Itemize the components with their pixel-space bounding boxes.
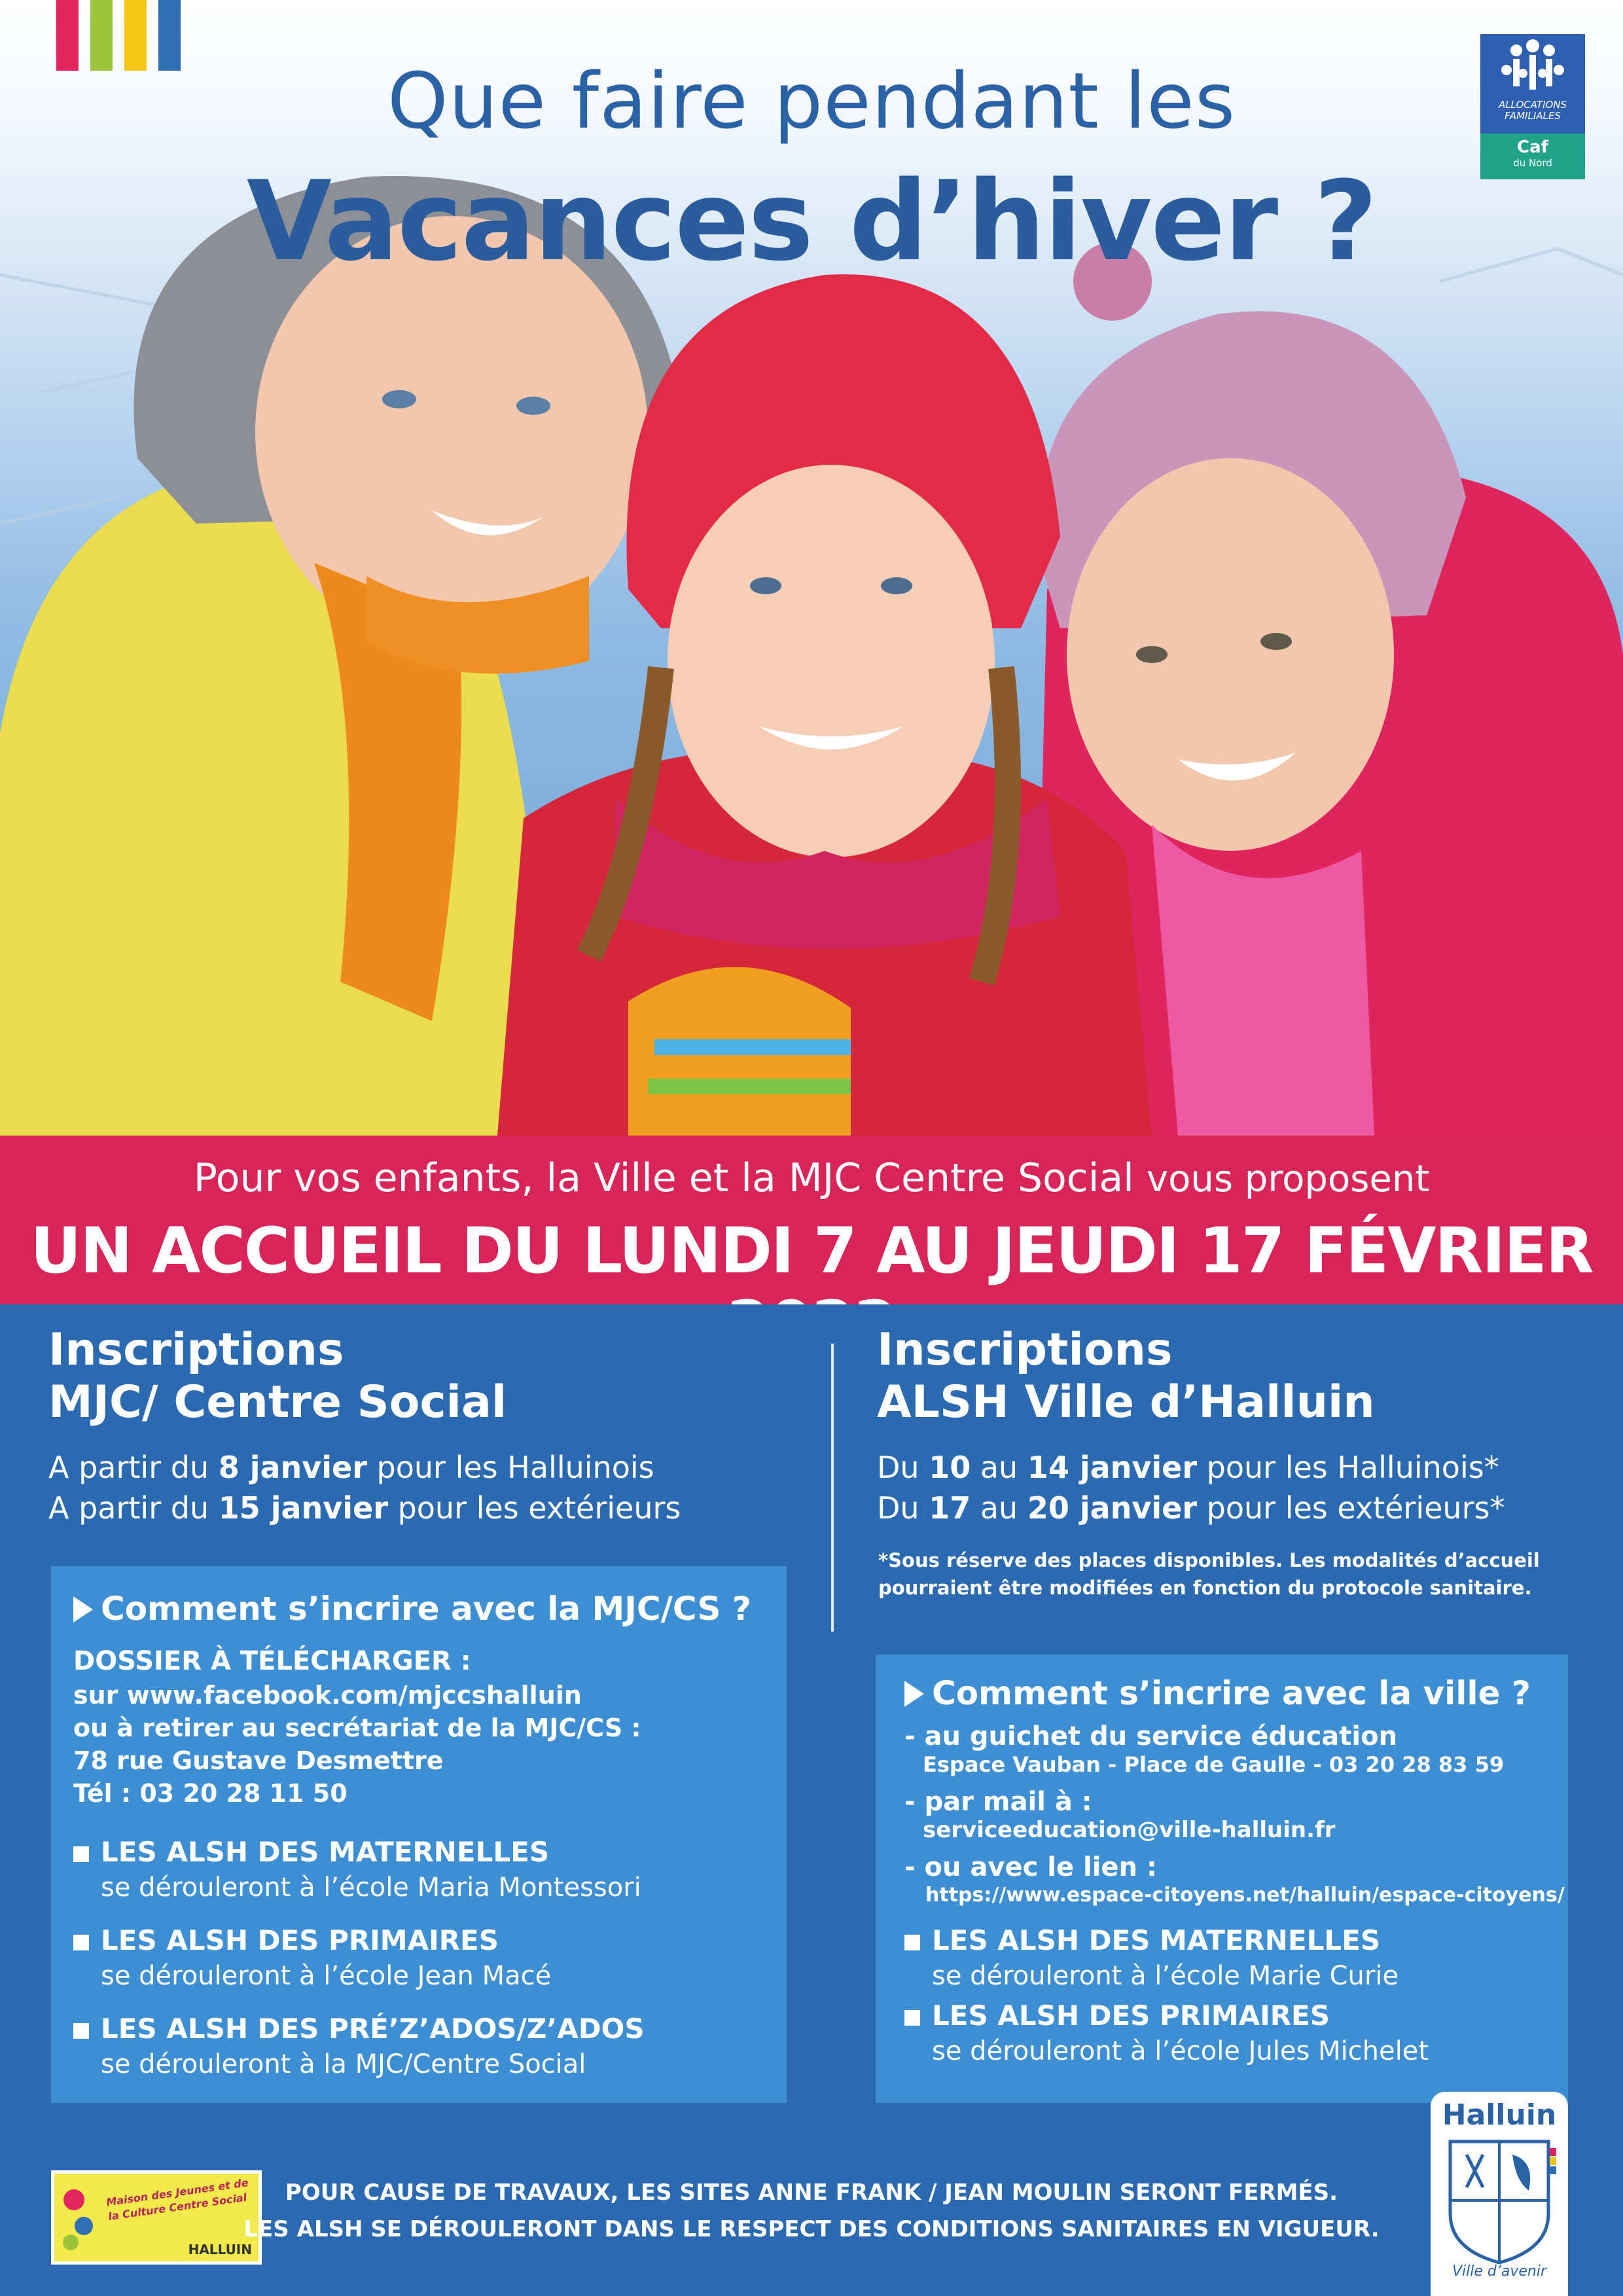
band-intro-end: vous proposent — [1146, 1158, 1430, 1200]
caf-label-line1: ALLOCATIONS — [1498, 99, 1567, 111]
mjc-logo-text: Maison des Jeunes et de la Culture Centre Social — [105, 2176, 249, 2223]
note-line-1: *Sous réserve des places disponibles. Les modalités d’accueil — [878, 1549, 1540, 1571]
bullet-square-icon — [904, 1935, 920, 1950]
right-dates — [877, 1447, 1505, 1528]
text: pour les Halluinois — [366, 1450, 654, 1485]
mjc-logo-city: HALLUIN — [188, 2242, 252, 2257]
caf-logo — [1480, 34, 1585, 179]
halluin-logo — [1431, 2092, 1568, 2296]
mjc-box-title-text: Comment s’incrire avec la MJC/CS ? — [101, 1590, 751, 1628]
mjc-secretariat: ou à retirer au secrétariat de la MJC/CS : — [73, 1713, 641, 1742]
caf-label — [1480, 99, 1585, 122]
date: 15 janvier — [218, 1490, 388, 1526]
bullet-square-icon — [73, 1846, 89, 1862]
item-heading — [73, 1835, 641, 1870]
left-dates — [48, 1447, 681, 1528]
item-heading — [73, 1923, 551, 1958]
item-heading-text: LES ALSH DES PRIMAIRES — [932, 2000, 1330, 2032]
mjc-address: 78 rue Gustave Desmettre — [73, 1746, 444, 1775]
item-detail: se dérouleront à l’école Jules Michelet — [932, 2036, 1429, 2066]
info-section — [0, 1304, 1623, 2296]
date-band — [0, 1136, 1623, 1304]
mjc-box — [51, 1566, 787, 2103]
right-date-row-2 — [877, 1488, 1505, 1528]
halluin-logo-tagline: Ville d’avenir — [1452, 2263, 1546, 2280]
ville-box — [876, 1655, 1568, 2103]
mjc-item-maternelles — [73, 1835, 641, 1905]
mjc-item-ados — [73, 2011, 645, 2082]
play-arrow-icon — [73, 1596, 93, 1623]
mjc-facebook-link[interactable]: sur www.facebook.com/mjccshalluin — [73, 1681, 582, 1710]
ville-item-primaires — [904, 1998, 1429, 2069]
ville-item-maternelles — [904, 1923, 1399, 1994]
ville-address: Espace Vauban - Place de Gaulle - 03 20 28 83 59 — [923, 1752, 1505, 1777]
title-line-1: Que faire pendant les — [387, 56, 1236, 146]
left-date-row-2 — [48, 1488, 681, 1528]
date: 14 janvier — [1027, 1450, 1198, 1485]
caf-name: Caf — [1517, 137, 1548, 157]
halluin-crest-icon — [1431, 2135, 1568, 2266]
band-dates: UN ACCUEIL DU LUNDI 7 AU JEUDI 17 FÉVRIER — [30, 1214, 1593, 1287]
text: A partir du — [48, 1450, 219, 1485]
left-date-row-1 — [48, 1447, 681, 1488]
ville-box-title-text: Comment s’incrire avec la ville ? — [932, 1674, 1531, 1712]
left-title-line2: MJC/ Centre Social — [48, 1376, 507, 1428]
mjc-dossier-heading: DOSSIER À TÉLÉCHARGER : — [73, 1646, 471, 1676]
text: pour les Halluinois* — [1197, 1450, 1499, 1485]
date: 8 janvier — [218, 1450, 367, 1485]
note-line-2: pourraient être modifiées en fonction du protocole sanitaire. — [878, 1577, 1532, 1599]
footer-notice — [0, 2174, 1623, 2248]
item-heading — [904, 1923, 1399, 1958]
ville-web-link[interactable]: https://www.espace-citoyens.net/halluin/espace-citoyens/ — [925, 1884, 1565, 1907]
caf-region: du Nord — [1513, 157, 1552, 169]
mjc-phone: Tél : 03 20 28 11 50 — [73, 1779, 348, 1808]
item-detail: se dérouleront à l’école Marie Curie — [932, 1961, 1399, 1991]
item-heading-text: LES ALSH DES PRIMAIRES — [101, 1924, 499, 1956]
caf-sub-label — [1480, 134, 1585, 179]
band-intro — [0, 1155, 1623, 1201]
play-arrow-icon — [904, 1681, 924, 1707]
availability-note — [878, 1547, 1540, 1602]
item-heading — [73, 2011, 645, 2047]
ville-mail-label: - par mail à : — [904, 1787, 1092, 1817]
children-photo — [0, 0, 1623, 1136]
caf-label-line2: FAMILIALES — [1505, 110, 1561, 122]
date: 10 — [929, 1450, 971, 1485]
item-heading — [904, 1998, 1429, 2034]
left-title — [48, 1324, 507, 1429]
date: 17 — [929, 1490, 971, 1526]
bullet-square-icon — [73, 2023, 89, 2039]
band-intro-main: Pour vos enfants, la Ville et la MJC Centre Social — [193, 1155, 1134, 1201]
ville-link-label: - ou avec le lien : — [904, 1852, 1157, 1882]
item-heading-text: LES ALSH DES PRÉ’Z’ADOS/Z’ADOS — [101, 2013, 645, 2045]
item-detail: se dérouleront à l’école Maria Montessori — [101, 1873, 641, 1903]
item-detail: se dérouleront à l’école Jean Macé — [101, 1961, 552, 1991]
text: Du — [877, 1490, 929, 1526]
right-date-row-1 — [877, 1447, 1505, 1488]
mjc-item-primaires — [73, 1923, 551, 1994]
halluin-logo-name: Halluin — [1442, 2098, 1557, 2132]
text: pour les extérieurs — [387, 1490, 681, 1526]
text: A partir du — [48, 1490, 219, 1526]
date: 20 janvier — [1027, 1490, 1198, 1526]
text: au — [971, 1490, 1027, 1526]
item-detail: se dérouleront à la MJC/Centre Social — [101, 2049, 586, 2079]
footer-line-1: POUR CAUSE DE TRAVAUX, LES SITES ANNE FRANK / JEAN MOULIN SERONT FERMÉS. — [285, 2179, 1338, 2206]
right-title — [877, 1324, 1375, 1429]
caf-family-icon — [1480, 34, 1585, 99]
bullet-square-icon — [73, 1935, 89, 1950]
column-divider — [831, 1344, 834, 1632]
item-heading-text: LES ALSH DES MATERNELLES — [932, 1924, 1381, 1956]
text: Du — [877, 1450, 929, 1485]
footer-line-2: LES ALSH SE DÉROULERONT DANS LE RESPECT DES CONDITIONS SANITAIRES EN VIGUEUR. — [243, 2216, 1380, 2242]
right-title-line1: Inscriptions — [877, 1324, 1173, 1376]
mjc-box-title — [73, 1590, 751, 1628]
left-title-line1: Inscriptions — [48, 1324, 344, 1376]
item-heading-text: LES ALSH DES MATERNELLES — [101, 1836, 550, 1868]
right-title-line2: ALSH Ville d’Halluin — [877, 1376, 1375, 1428]
text: au — [971, 1450, 1027, 1485]
ville-box-title — [904, 1674, 1531, 1712]
bullet-square-icon — [904, 2010, 920, 2026]
ville-guichet: - au guichet du service éducation — [904, 1721, 1398, 1751]
text: pour les extérieurs* — [1197, 1490, 1505, 1526]
title-line-2: Vacances d’hiver ? — [246, 157, 1377, 285]
ville-email-link[interactable]: serviceeducation@ville-halluin.fr — [923, 1817, 1336, 1843]
